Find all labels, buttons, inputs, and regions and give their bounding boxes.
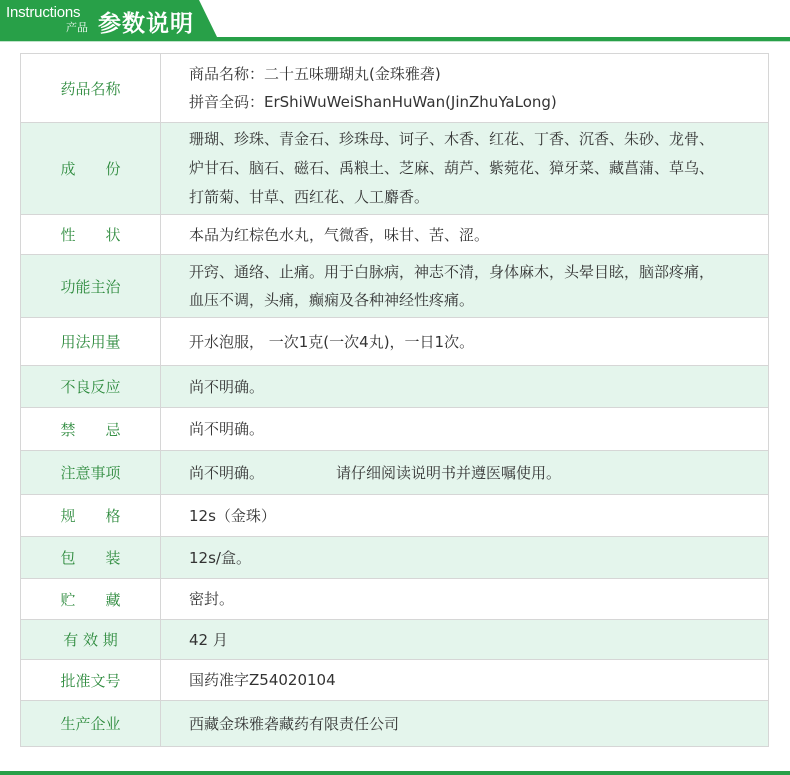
value-note: 请仔细阅读说明书并遵医嘱使用。 [336, 463, 562, 482]
row-label: 用法用量 [21, 318, 161, 365]
value-line: 血压不调，头痛，癫痫及各种神经性疼痛。 [189, 291, 475, 309]
row-indications [21, 255, 768, 318]
value-line: 开水泡服， 一次1克(一次4丸)，一日1次。 [189, 332, 475, 351]
row-label: 成 份 [21, 123, 161, 214]
row-value [161, 537, 768, 578]
footer-rule [0, 771, 790, 775]
row-value [161, 620, 768, 659]
row-adverse-reactions [21, 366, 768, 408]
section-header [0, 0, 790, 44]
value-line: 拼音全码：ErShiWuWeiShanHuWan(JinZhuYaLong) [189, 93, 557, 111]
value-text: 尚不明确。 [189, 463, 265, 482]
spec-table [20, 53, 769, 747]
header-title: 参数说明 [98, 11, 194, 37]
value-line: 开窍、通络、止痛。用于白脉病，神志不清，身体麻木，头晕目眩，脑部疼痛， [189, 263, 715, 281]
value-line: 西藏金珠雅砻藏药有限责任公司 [189, 714, 400, 733]
row-label: 包 装 [21, 537, 161, 578]
value-line: 本品为红棕色水丸，气微香，味甘、苦、涩。 [189, 225, 490, 244]
row-dosage [21, 318, 768, 366]
row-value [161, 408, 768, 450]
row-value [161, 579, 768, 619]
row-value [161, 255, 768, 317]
value-line: 珊瑚、珍珠、青金石、珍珠母、诃子、木香、红花、丁香、沉香、朱砂、龙骨、 [189, 130, 715, 148]
row-label: 不良反应 [21, 366, 161, 407]
value-line: 12s/盒。 [189, 548, 251, 567]
row-precautions [21, 451, 768, 495]
value-line: 炉甘石、脑石、磁石、禹粮土、芝麻、葫芦、紫菀花、獐牙菜、藏菖蒲、草乌、 [189, 159, 715, 177]
row-value [161, 495, 768, 536]
value-line: 尚不明确。 [189, 420, 265, 438]
row-value [161, 660, 768, 700]
value-line: 国药准字Z54020104 [189, 671, 336, 689]
header-title-small: 产品 [66, 21, 88, 34]
row-label: 有 效 期 [21, 620, 161, 659]
row-label: 贮 藏 [21, 579, 161, 619]
value-line: 12s（金珠） [189, 506, 276, 525]
row-value [161, 366, 768, 407]
header-rule-light [0, 41, 790, 42]
value-line: 商品名称：二十五味珊瑚丸(金珠雅砻) [189, 65, 441, 83]
row-manufacturer [21, 701, 768, 747]
row-label: 禁 忌 [21, 408, 161, 450]
row-specification [21, 495, 768, 537]
header-title-en: Instructions [6, 4, 81, 21]
row-value [161, 215, 768, 254]
value-line [189, 459, 758, 487]
row-label: 生产企业 [21, 701, 161, 746]
row-approval-number [21, 660, 768, 701]
row-appearance [21, 215, 768, 255]
row-label: 功能主治 [21, 255, 161, 317]
row-label: 规 格 [21, 495, 161, 536]
row-ingredients [21, 123, 768, 215]
row-value [161, 54, 768, 122]
value-line: 打箭菊、甘草、西红花、人工麝香。 [189, 188, 430, 206]
value-line: 密封。 [189, 590, 235, 608]
row-label: 注意事项 [21, 451, 161, 494]
row-value [161, 451, 768, 494]
row-package [21, 537, 768, 579]
row-value [161, 701, 768, 746]
row-drug-name [21, 54, 768, 123]
row-contraindications [21, 408, 768, 451]
row-label: 药品名称 [21, 54, 161, 122]
row-value [161, 123, 768, 214]
row-label: 批准文号 [21, 660, 161, 700]
row-label: 性 状 [21, 215, 161, 254]
value-line: 尚不明确。 [189, 377, 265, 396]
value-line: 42 月 [189, 630, 228, 649]
row-expiry [21, 620, 768, 660]
row-storage [21, 579, 768, 620]
row-value [161, 318, 768, 365]
